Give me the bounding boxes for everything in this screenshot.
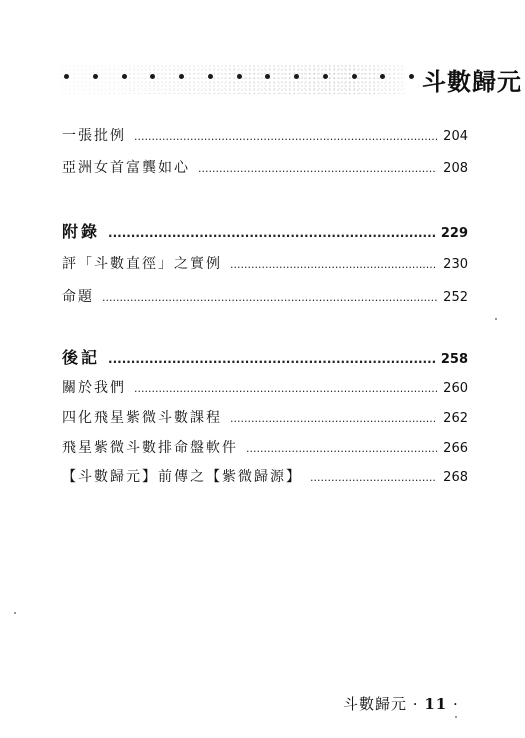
toc-entry-label: 關於我們 xyxy=(62,380,126,396)
toc-entry-page: 208 xyxy=(443,161,468,176)
toc-section-label: 附錄 xyxy=(62,222,101,241)
toc-entry[interactable] xyxy=(62,437,468,457)
toc-entry-page: 268 xyxy=(443,470,468,485)
toc-entry[interactable] xyxy=(62,407,468,427)
dot-leader xyxy=(108,352,435,366)
header-dot xyxy=(237,74,242,79)
dot-leader xyxy=(230,412,437,425)
header-dot xyxy=(265,74,270,79)
footer-page-number: 11 xyxy=(424,695,448,713)
scan-speck xyxy=(455,716,457,718)
running-header xyxy=(60,58,522,98)
toc-entry-label: 一張批例 xyxy=(62,128,126,144)
toc-entry-page: 252 xyxy=(443,290,468,305)
toc-section-page: 229 xyxy=(440,226,468,241)
footer-book-title: 斗數歸元 xyxy=(343,695,408,713)
header-dot xyxy=(64,74,69,79)
header-dot xyxy=(208,74,213,79)
toc-section-page: 258 xyxy=(440,352,468,367)
header-dot xyxy=(122,74,127,79)
toc-entry[interactable] xyxy=(62,377,468,397)
toc-entry[interactable] xyxy=(62,125,468,145)
toc-section-afterword[interactable] xyxy=(62,345,468,368)
toc-entry-page: 204 xyxy=(443,129,468,144)
toc-entry-label: 飛星紫微斗數排命盤軟件 xyxy=(62,440,238,456)
footer-bullet: · xyxy=(412,695,419,713)
header-dot xyxy=(323,74,328,79)
header-dot xyxy=(93,74,98,79)
header-dot xyxy=(179,74,184,79)
scan-speck xyxy=(14,612,16,614)
toc-entry-label: 四化飛星紫微斗數課程 xyxy=(62,410,222,426)
dot-leader xyxy=(198,162,437,175)
header-dot xyxy=(409,74,414,79)
header-dot xyxy=(380,74,385,79)
header-dot-leader xyxy=(64,72,414,80)
scan-speck xyxy=(495,318,497,320)
toc-entry-page: 266 xyxy=(443,441,468,456)
header-dot xyxy=(352,74,357,79)
toc-entry-page: 260 xyxy=(443,381,468,396)
toc-entry-label: 評「斗數直徑」之實例 xyxy=(62,256,222,272)
header-dot xyxy=(150,74,155,79)
toc-entry-label: 亞洲女首富龔如心 xyxy=(62,160,190,176)
toc-entry[interactable] xyxy=(62,466,468,486)
header-title: 斗數歸元 xyxy=(422,67,522,96)
toc-entry-page: 262 xyxy=(443,411,468,426)
dot-leader xyxy=(310,471,437,484)
header-dot xyxy=(294,74,299,79)
footer-bullet: · xyxy=(453,695,459,713)
toc-entry-page: 230 xyxy=(443,257,468,272)
toc-entry[interactable] xyxy=(62,157,468,177)
toc-entry-label: 【斗數歸元】前傳之【紫微歸源】 xyxy=(62,469,302,485)
dot-leader xyxy=(246,442,437,455)
dot-leader xyxy=(108,226,435,240)
dot-leader xyxy=(102,291,437,304)
toc-entry[interactable] xyxy=(62,253,468,273)
toc-section-appendix[interactable] xyxy=(62,219,468,242)
page-footer xyxy=(343,693,459,714)
dot-leader xyxy=(134,382,437,395)
toc-section-label: 後記 xyxy=(62,348,101,367)
dot-leader xyxy=(230,258,437,271)
toc-entry[interactable] xyxy=(62,286,468,306)
dot-leader xyxy=(134,130,437,143)
toc-entry-label: 命題 xyxy=(62,289,94,305)
